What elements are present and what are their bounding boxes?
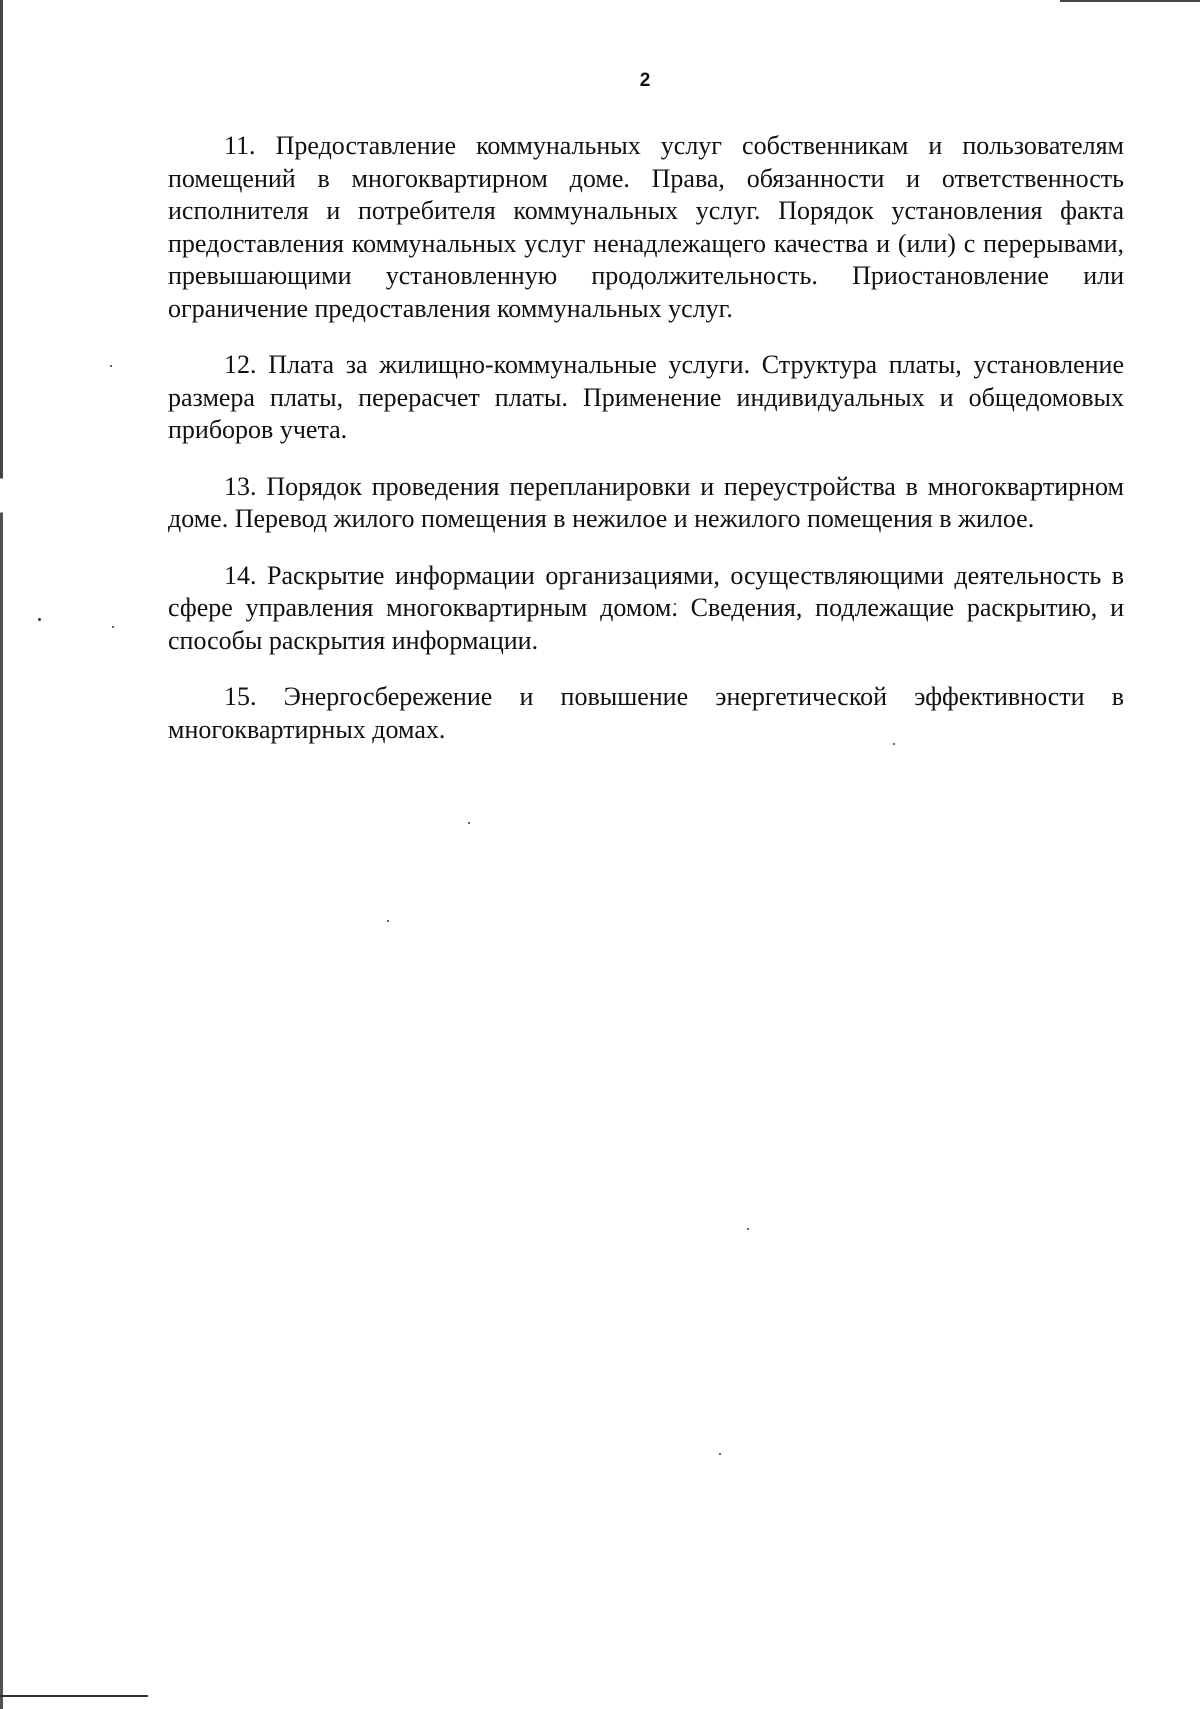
- list-item-14: 14. Раскрытие информации организациями, осуществляющими деятельность в сфере управления многоквартирным домом. Сведения, подлежащие раскрытию, и способы раскрытия информации.: [168, 560, 1124, 655]
- list-item-15: 15. Энергосбережение и повышение энергетической эффективности в многоквартирных домах.: [168, 682, 1124, 744]
- scan-speck: [747, 1228, 749, 1230]
- scan-speck: [38, 618, 41, 621]
- scan-speck: [387, 920, 389, 922]
- scan-speck: [468, 822, 470, 824]
- scan-speck: [110, 365, 112, 367]
- scan-speck: [112, 626, 114, 628]
- scan-speck: [719, 1453, 721, 1455]
- list-item-12: 12. Плата за жилищно-коммунальные услуги. Структура платы, установление размера платы, перерасчет платы. Применение индивидуальных и общедомовых приборов учета.: [168, 350, 1124, 444]
- scan-edge-bottom: [0, 1695, 148, 1697]
- list-item-11: 11. Предоставление коммунальных услуг собственникам и пользователям помещений в многоквартирном доме. Права, обязанности и ответственность исполнителя и потребителя коммунальных услуг. Порядок установления факта предоставления коммунальных услуг ненадлежащего качества и (или) с перерывами, превышающими установленную продолжительность. Приостановление или ограничение предоставления коммунальных услуг.: [168, 131, 1124, 323]
- page-number: 2: [639, 70, 651, 91]
- scan-edge-left: [0, 0, 3, 1709]
- document-body: [168, 130, 1124, 770]
- scan-edge-top: [1060, 0, 1200, 2]
- list-item-13: 13. Порядок проведения перепланировки и переустройства в многоквартирном доме. Перевод жилого помещения в нежилое и нежилого помещения в жилое.: [168, 471, 1124, 533]
